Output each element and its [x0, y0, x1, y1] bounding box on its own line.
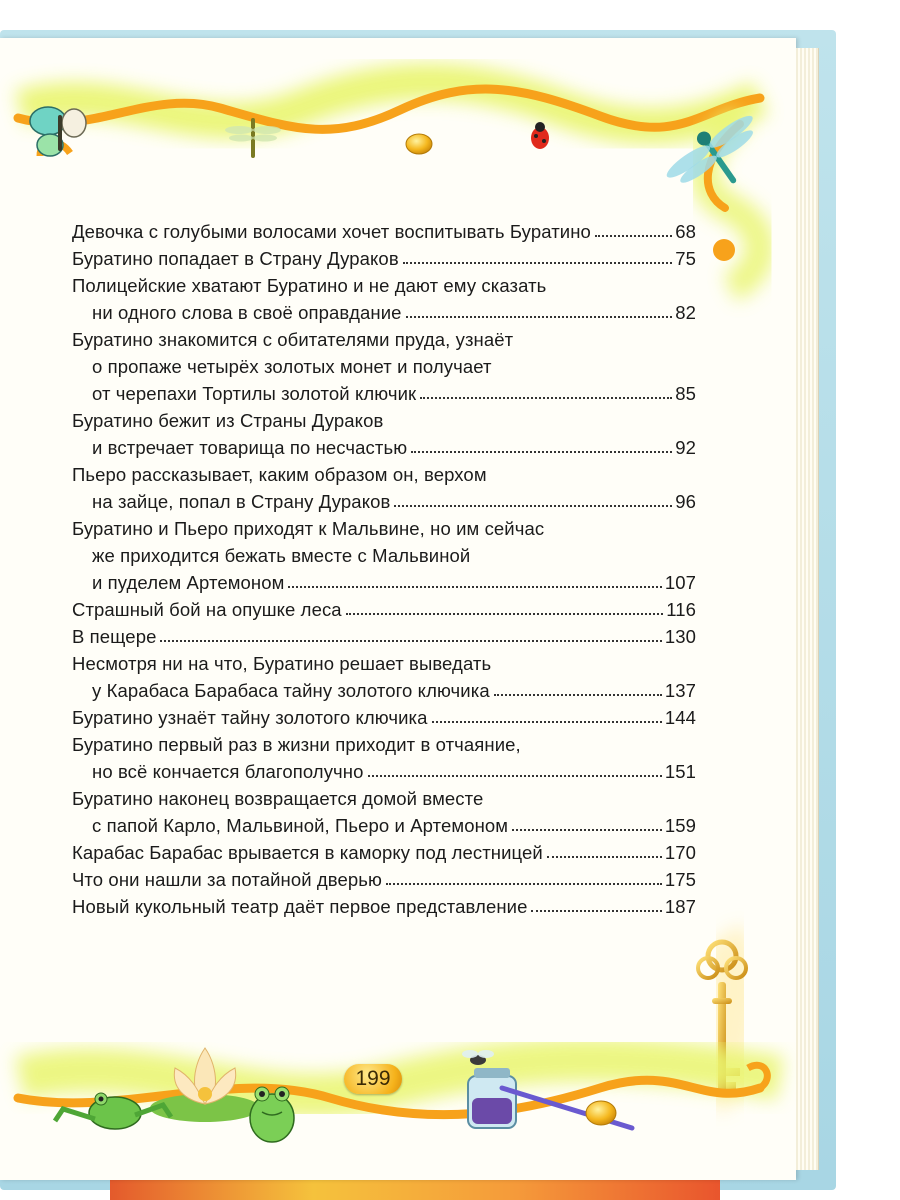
toc-entry-title: Буратино наконец возвращается домой вместе: [72, 788, 484, 809]
toc-page-number: 144: [664, 707, 696, 728]
toc-line: [72, 513, 696, 540]
toc-page-number: 130: [664, 626, 696, 647]
toc-page-number: 75: [675, 248, 696, 269]
toc-line: [72, 891, 696, 918]
dot-leader: [403, 262, 672, 264]
toc-entry[interactable]: [72, 783, 696, 837]
toc-entry-title: Пьеро рассказывает, каким образом он, верхом: [72, 464, 487, 485]
toc-line: [72, 540, 696, 567]
toc-entry-title: Буратино бежит из Страны Дураков: [72, 410, 384, 431]
dot-leader: [160, 640, 661, 642]
dot-leader: [420, 397, 672, 399]
toc-entry[interactable]: [72, 648, 696, 702]
toc-entry[interactable]: [72, 270, 696, 324]
toc-entry-title: Буратино первый раз в жизни приходит в отчаяние,: [72, 734, 521, 755]
dot-leader: [406, 316, 673, 318]
toc-line: [72, 270, 696, 297]
toc-entry-title-continued: ни одного слова в своё оправдание: [92, 302, 402, 323]
toc-line: [72, 783, 696, 810]
toc-line: [72, 810, 696, 837]
toc-entry-title: Несмотря ни на что, Буратино решает выведать: [72, 653, 492, 674]
toc-entry-title: Страшный бой на опушке леса: [72, 599, 342, 620]
toc-line: [72, 594, 696, 621]
dot-leader: [595, 235, 672, 237]
dot-leader: [531, 910, 661, 912]
toc-entry[interactable]: [72, 324, 696, 405]
toc-entry-title-continued: на зайце, попал в Страну Дураков: [92, 491, 391, 512]
dot-leader: [288, 586, 661, 588]
toc-line: [72, 729, 696, 756]
ladybug-icon: [531, 122, 549, 149]
dot-leader: [411, 451, 672, 453]
table-of-contents: [72, 216, 696, 918]
toc-entry-title-continued: с папой Карло, Мальвиной, Пьеро и Артемоном: [92, 815, 509, 836]
toc-line: [72, 648, 696, 675]
toc-page-number: 175: [664, 869, 696, 890]
toc-line: [72, 837, 696, 864]
coin-icon: [406, 134, 432, 154]
toc-entry-title: Буратино и Пьеро приходят к Мальвине, но им сейчас: [72, 518, 545, 539]
toc-entry-title-continued: у Карабаса Барабаса тайну золотого ключика: [92, 680, 490, 701]
coin-icon: [586, 1101, 616, 1125]
toc-entry-title: Девочка с голубыми волосами хочет воспитывать Буратино: [72, 221, 591, 242]
toc-page-number: 116: [666, 599, 696, 620]
toc-entry-title-continued: от черепахи Тортилы золотой ключик: [92, 383, 417, 404]
toc-page-number: 96: [675, 491, 696, 512]
toc-line: [72, 675, 696, 702]
toc-page-number: 82: [675, 302, 696, 323]
toc-page-number: 137: [664, 680, 696, 701]
page-number-badge: 199: [344, 1064, 402, 1094]
dot-leader: [386, 883, 662, 885]
toc-entry-title-continued: и пуделем Артемоном: [92, 572, 285, 593]
toc-line: [72, 351, 696, 378]
toc-line: [72, 864, 696, 891]
toc-page-number: 85: [675, 383, 696, 404]
toc-line: [72, 216, 696, 243]
toc-entry[interactable]: [72, 243, 696, 270]
toc-line: [72, 432, 696, 459]
toc-entry-title: Буратино знакомится с обитателями пруда, узнаёт: [72, 329, 514, 350]
book-page: [0, 38, 796, 1180]
toc-entry-title: Полицейские хватают Буратино и не дают ему сказать: [72, 275, 547, 296]
toc-entry-title-continued: о пропаже четырёх золотых монет и получает: [92, 356, 492, 377]
toc-entry[interactable]: [72, 702, 696, 729]
toc-entry-title: Что они нашли за потайной дверью: [72, 869, 383, 890]
dot-leader: [512, 829, 662, 831]
toc-line: [72, 459, 696, 486]
dot-leader: [494, 694, 662, 696]
dot-leader: [394, 505, 672, 507]
toc-entry[interactable]: [72, 837, 696, 864]
dot-leader: [346, 613, 664, 615]
toc-line: [72, 621, 696, 648]
toc-line: [72, 702, 696, 729]
toc-page-number: 187: [664, 896, 696, 917]
toc-line: [72, 297, 696, 324]
toc-entry[interactable]: [72, 594, 696, 621]
dot-leader: [368, 775, 662, 777]
toc-entry[interactable]: [72, 513, 696, 594]
toc-entry-title-continued: но всё кончается благополучно: [92, 761, 364, 782]
toc-entry[interactable]: [72, 216, 696, 243]
toc-line: [72, 243, 696, 270]
toc-page-number: 159: [664, 815, 696, 836]
toc-entry[interactable]: [72, 621, 696, 648]
toc-entry[interactable]: [72, 891, 696, 918]
toc-entry-title: Карабас Барабас врывается в каморку под лестницей: [72, 842, 543, 863]
toc-entry[interactable]: [72, 405, 696, 459]
toc-line: [72, 486, 696, 513]
toc-line: [72, 567, 696, 594]
toc-entry-title: Новый кукольный театр даёт первое представление: [72, 896, 528, 917]
toc-entry-title-continued: же приходится бежать вместе с Мальвиной: [92, 545, 471, 566]
toc-page-number: 68: [675, 221, 696, 242]
toc-entry[interactable]: [72, 729, 696, 783]
page-stack-edge: [796, 48, 819, 1170]
toc-line: [72, 405, 696, 432]
toc-entry[interactable]: [72, 864, 696, 891]
toc-page-number: 151: [664, 761, 696, 782]
toc-line: [72, 756, 696, 783]
toc-entry-title: В пещере: [72, 626, 157, 647]
frog-icon: [250, 1087, 294, 1142]
toc-page-number: 92: [675, 437, 696, 458]
dot-leader: [547, 856, 662, 858]
toc-line: [72, 324, 696, 351]
toc-page-number: 107: [664, 572, 696, 593]
toc-entry[interactable]: [72, 459, 696, 513]
toc-entry-title: Буратино попадает в Страну Дураков: [72, 248, 399, 269]
dot-leader: [432, 721, 662, 723]
toc-entry-title-continued: и встречает товарища по несчастью: [92, 437, 408, 458]
toc-entry-title: Буратино узнаёт тайну золотого ключика: [72, 707, 428, 728]
butterfly-icon: [30, 107, 86, 156]
toc-line: [72, 378, 696, 405]
toc-page-number: 170: [664, 842, 696, 863]
